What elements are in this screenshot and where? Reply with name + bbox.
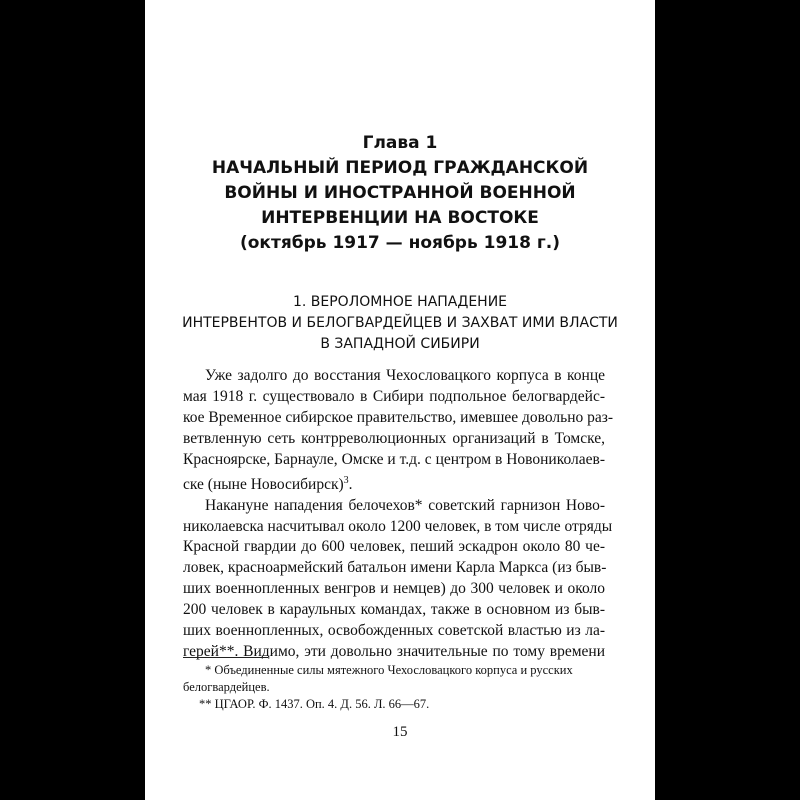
- body-line: Красноярске, Барнауле, Омске и т.д. с центром в Новониколаев-: [183, 450, 605, 468]
- chapter-title-line: ВОЙНЫ И ИНОСТРАННОЙ ВОЕННОЙ: [224, 183, 576, 203]
- body-line: Накануне нападения белочехов* советский гарнизон Ново-: [205, 496, 605, 514]
- body-line: герей**. Видимо, эти довольно значительные по тому времени: [183, 642, 605, 660]
- body-line: николаевска насчитывал около 1200 человек, в том числе отряды: [183, 517, 613, 535]
- chapter-heading: [145, 131, 655, 256]
- body-line: ловек, красноармейский батальон имени Карла Маркса (из быв-: [183, 559, 607, 577]
- footnotes: [183, 662, 605, 713]
- chapter-label: Глава 1: [362, 133, 438, 153]
- body-line: [183, 471, 605, 496]
- footnote-line: белогвардейцев.: [183, 680, 270, 694]
- footnote-separator: [183, 657, 268, 658]
- section-title-line: 1. ВЕРОЛОМНОЕ НАПАДЕНИЕ: [292, 294, 508, 310]
- body-line-text: ске (ныне Новосибирск): [183, 475, 344, 493]
- footnote-line: ** ЦГАОР. Ф. 1437. Оп. 4. Д. 56. Л. 66—67.: [199, 697, 430, 711]
- body-line: ших военнопленных, освобожденных советской властью из ла-: [183, 622, 605, 640]
- body-line: Уже задолго до восстания Чехословацкого корпуса в конце: [205, 367, 605, 384]
- page-number: 15: [392, 724, 408, 740]
- chapter-title-line: ИНТЕРВЕНЦИИ НА ВОСТОКЕ: [261, 208, 539, 228]
- body-line: мая 1918 г. существовало в Сибири подпольное белогвардейс-: [183, 387, 605, 405]
- endnote-marker: 3: [343, 474, 349, 486]
- body-line: ветвленную сеть контрреволюционных организаций в Томске,: [183, 429, 605, 447]
- body-line: 200 человек в караульных командах, также в основном из быв-: [183, 601, 605, 619]
- section-title-line: В ЗАПАДНОЙ СИБИРИ: [320, 336, 480, 352]
- body-line: Красной гвардии до 600 человек, пеший эскадрон около 80 че-: [183, 538, 605, 556]
- sentence-end: .: [348, 475, 353, 493]
- body-text: [183, 366, 614, 663]
- body-line: кое Временное сибирское правительство, имевшее довольно раз-: [183, 408, 614, 426]
- footnote-line: * Объединенные силы мятежного Чехословацкого корпуса и русских: [205, 663, 573, 677]
- chapter-period: (октябрь 1917 — ноябрь 1918 г.): [239, 233, 560, 253]
- section-title-line: ИНТЕРВЕНТОВ И БЕЛОГВАРДЕЙЦЕВ И ЗАХВАТ ИМИ ВЛАСТИ: [182, 315, 618, 331]
- chapter-title-line: НАЧАЛЬНЫЙ ПЕРИОД ГРАЖДАНСКОЙ: [211, 158, 589, 178]
- section-heading: [145, 292, 655, 355]
- book-page: [145, 0, 655, 800]
- body-line: ших военнопленных венгров и немцев) до 300 человек и около: [183, 580, 605, 598]
